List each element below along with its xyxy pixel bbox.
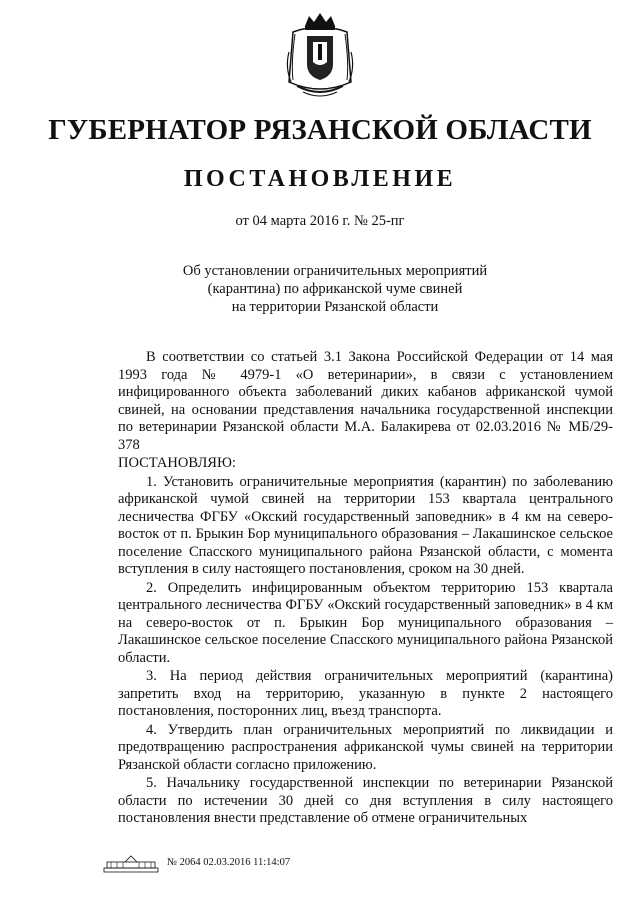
document-body [118,349,613,828]
decree-word: ПОСТАНОВЛЯЮ: [118,455,236,471]
clause-2: 2. Определить инфицированным объектом территорию 153 квартала центрального лесничества ФГБУ «Окский государственный заповедник» в 4 км на северо-восток от п. Брыкин Бор муниципального образования – Лакашинское сельское поселение Спасского муниципального района Рязанской области. [118,579,613,666]
registration-footer [103,854,423,874]
clause-1: 1. Установить ограничительные мероприятия (карантин) по заболеванию африканской чумой свиней на территории 153 квартала центрального лесничества ФГБУ «Окский государственный заповедник» в 4 км на северо-восток от п. Брыкин Бор муниципального образования – Лакашинское сельское поселение Спасского муниципального района Рязанской области, с момента вступления в силу настоящего постановления, сроком на 30 дней. [118,473,613,577]
preamble-paragraph: В соответствии со статьей 3.1 Закона Российской Федерации от 14 мая 1993 года № 4979-1 «О ветеринарии», в связи с установлением инфицированного объекта заболеваний диких кабанов африканской чумой свиней, на основании представления начальника государственной инспекции по ветеринарии Рязанской области М.А. Балакирева от 02.03.2016 № МБ/29-378 [118,349,613,453]
subject-line: Об установлении ограничительных мероприятий [182,263,488,279]
date-and-number: от 04 марта 2016 г. № 25-пг [235,213,405,229]
document-subject [170,262,500,316]
issuing-authority: ГУБЕРНАТОР РЯЗАНСКОЙ ОБЛАСТИ [48,114,592,146]
subject-line: на территории Рязанской области [231,299,439,315]
registration-number: № 2064 02.03.2016 11:14:07 [167,857,291,868]
document-type: ПОСТАНОВЛЕНИЕ [183,166,457,192]
clause-3: 3. На период действия ограничительных мероприятий (карантина) запретить вход на территорию, указанную в пункте 2 настоящего постановления, посторонних лиц, въезд транспорта. [118,668,613,719]
building-stamp-icon [103,854,159,874]
coat-of-arms-icon [283,12,357,100]
subject-line: (карантина) по африканской чуме свиней [207,281,463,297]
clause-5: 5. Начальнику государственной инспекции по ветеринарии Рязанской области по истечении 30 дней со дня вступления в силу настоящего постановления внести представление об отмене ограничительных [118,775,613,826]
clause-4: 4. Утвердить план ограничительных мероприятий по ликвидации и предотвращению распространения африканской чумы свиней на территории Рязанской области согласно приложению. [118,721,613,773]
